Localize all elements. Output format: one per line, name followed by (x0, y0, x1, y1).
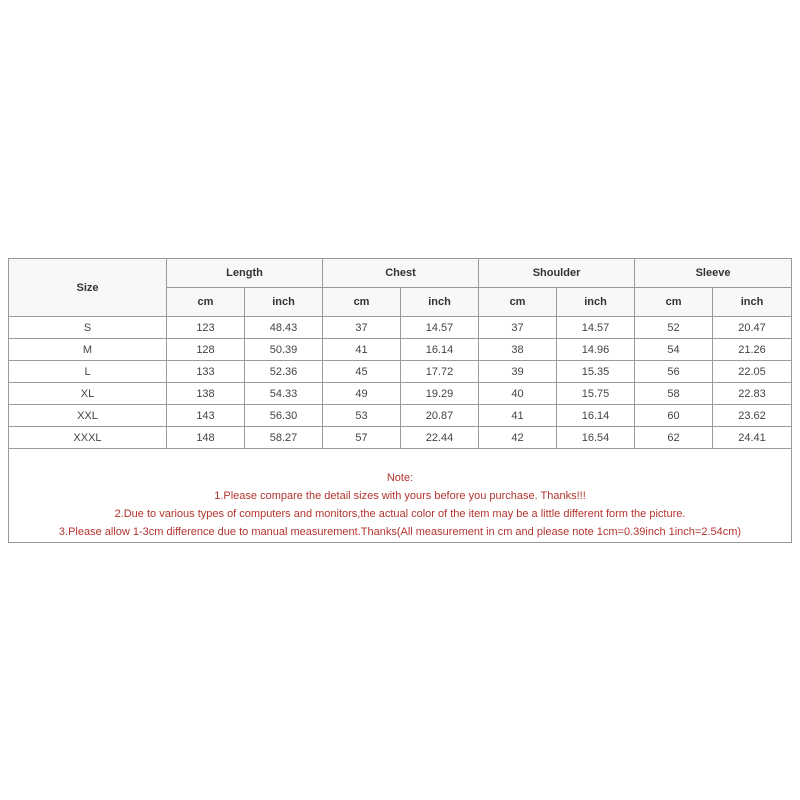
measure-cell: 38 (479, 339, 557, 361)
measure-cell: 16.14 (401, 339, 479, 361)
measure-cell: 24.41 (713, 427, 792, 449)
size-chart (8, 258, 792, 543)
measure-cell: 56 (635, 361, 713, 383)
measure-cell: 148 (167, 427, 245, 449)
size-cell: S (9, 317, 167, 339)
measure-cell: 15.35 (557, 361, 635, 383)
measure-cell: 42 (479, 427, 557, 449)
measure-cell: 17.72 (401, 361, 479, 383)
table-row (9, 383, 792, 405)
size-header: Size (9, 259, 167, 317)
measure-cell: 123 (167, 317, 245, 339)
measure-cell: 37 (479, 317, 557, 339)
size-cell: XXXL (9, 427, 167, 449)
table-row (9, 317, 792, 339)
chest-header: Chest (323, 259, 479, 288)
measure-cell: 19.29 (401, 383, 479, 405)
size-cell: M (9, 339, 167, 361)
measure-cell: 41 (479, 405, 557, 427)
measure-cell: 15.75 (557, 383, 635, 405)
measure-cell: 128 (167, 339, 245, 361)
length-header: Length (167, 259, 323, 288)
measure-cell: 23.62 (713, 405, 792, 427)
measure-cell: 133 (167, 361, 245, 383)
measure-cell: 58 (635, 383, 713, 405)
measure-cell: 22.83 (713, 383, 792, 405)
measure-cell: 48.43 (245, 317, 323, 339)
size-cell: XL (9, 383, 167, 405)
measure-cell: 20.47 (713, 317, 792, 339)
measure-cell: 16.54 (557, 427, 635, 449)
measure-cell: 143 (167, 405, 245, 427)
table-row (9, 427, 792, 449)
unit-header: cm (167, 288, 245, 317)
measure-cell: 22.05 (713, 361, 792, 383)
note-line: 2.Due to various types of computers and monitors,the actual color of the item may be a little different form the picture. (114, 508, 686, 520)
measure-cell: 20.87 (401, 405, 479, 427)
measure-cell: 50.39 (245, 339, 323, 361)
notes-section (9, 469, 791, 541)
measure-cell: 54 (635, 339, 713, 361)
measure-cell: 138 (167, 383, 245, 405)
measure-cell: 53 (323, 405, 401, 427)
table-body (9, 317, 792, 449)
shoulder-header: Shoulder (479, 259, 635, 288)
note-line: 3.Please allow 1-3cm difference due to manual measurement.Thanks(All measurement in cm and please note 1cm=0.39inch 1inch=2.54cm) (58, 526, 742, 538)
measure-cell: 14.96 (557, 339, 635, 361)
note-title: Note: (386, 472, 414, 484)
measure-cell: 54.33 (245, 383, 323, 405)
unit-header: inch (245, 288, 323, 317)
measure-cell: 49 (323, 383, 401, 405)
table-row (9, 361, 792, 383)
table-row (9, 405, 792, 427)
measure-cell: 39 (479, 361, 557, 383)
measure-cell: 56.30 (245, 405, 323, 427)
unit-header: cm (635, 288, 713, 317)
measure-cell: 21.26 (713, 339, 792, 361)
measure-cell: 40 (479, 383, 557, 405)
size-cell: XXL (9, 405, 167, 427)
measure-cell: 52.36 (245, 361, 323, 383)
measure-cell: 52 (635, 317, 713, 339)
measure-cell: 16.14 (557, 405, 635, 427)
unit-header: inch (401, 288, 479, 317)
table-row (9, 339, 792, 361)
measure-cell: 57 (323, 427, 401, 449)
sleeve-header: Sleeve (635, 259, 792, 288)
header-row-groups (9, 259, 792, 288)
measure-cell: 62 (635, 427, 713, 449)
unit-header: cm (479, 288, 557, 317)
size-cell: L (9, 361, 167, 383)
note-line: 1.Please compare the detail sizes with yours before you purchase. Thanks!!! (214, 490, 586, 502)
measure-cell: 45 (323, 361, 401, 383)
unit-header: inch (557, 288, 635, 317)
size-table (8, 258, 792, 449)
measure-cell: 14.57 (557, 317, 635, 339)
unit-header: cm (323, 288, 401, 317)
measure-cell: 22.44 (401, 427, 479, 449)
measure-cell: 37 (323, 317, 401, 339)
measure-cell: 41 (323, 339, 401, 361)
measure-cell: 14.57 (401, 317, 479, 339)
unit-header: inch (713, 288, 792, 317)
measure-cell: 58.27 (245, 427, 323, 449)
measure-cell: 60 (635, 405, 713, 427)
